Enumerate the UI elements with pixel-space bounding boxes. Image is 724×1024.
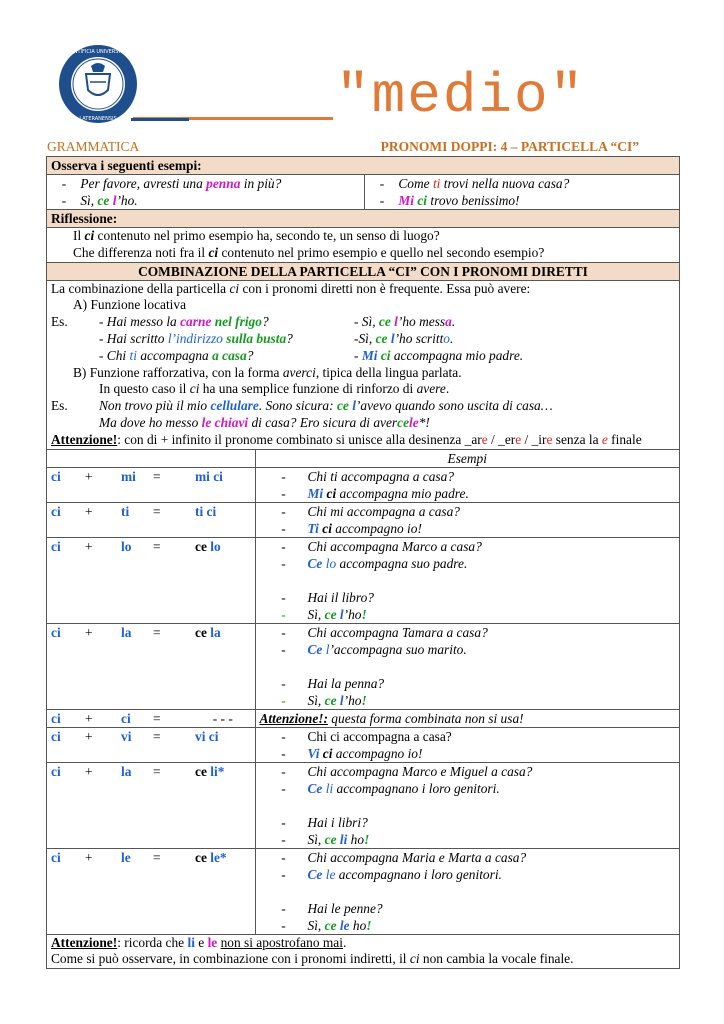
combination-title: COMBINAZIONE DELLA PARTICELLA “CI” CON I PRONOMI DIRETTI (47, 263, 679, 281)
table-row: ci + ci = - - - Attenzione!: questa forma combinata non si usa! (47, 709, 679, 727)
observe-examples (47, 175, 679, 210)
worksheet (46, 156, 680, 969)
reflection-questions: Il ci contenuto nel primo esempio ha, secondo te, un senso di luogo? Che differenza noti fra il ci contenuto nel primo esempio e quello nel secondo esempio? (47, 228, 679, 263)
brand-underline-accent (131, 118, 189, 121)
table-row: ci + la = ce li* - Chi accompagna Marco e Miguel a casa? - Ce li accompagnano i loro genitori. - Hai i libri? - Sì, ce li ho! (47, 762, 679, 848)
svg-text:PONTIFICIA UNIVERSITAS: PONTIFICIA UNIVERSITAS (66, 49, 130, 55)
esempi-header: Esempi (255, 450, 679, 468)
observe-title: Osserva i seguenti esempi: (47, 157, 679, 175)
footer-attention-label: Attenzione! (51, 934, 118, 950)
table-row: ci + vi = vi ci - Chi ci accompagna a casa? - Vi ci accompagno io! (47, 727, 679, 762)
university-seal-logo (58, 44, 138, 124)
table-row: ci + le = ce le* - Chi accompagna Maria e Marta a casa? - Ce le accompagnano i loro genitori. - Hai le penne? - Sì, ce le ho! (47, 848, 679, 934)
table-row: ci + la = ce la - Chi accompagna Tamara a casa? - Ce l’accompagna suo marito. - Hai la penna? - Sì, ce l’ho! (47, 623, 679, 709)
combination-table (47, 450, 679, 935)
combination-body: La combinazione della particella ci con i pronomi diretti non è frequente. Essa può avere: A) Funzione locativa Es. - Hai messo la carne nel frigo? - Sì, ce l’ho messa. - Hai scritto l’indirizzo sulla busta? -Sì, ce l’ho scritto. - Chi ti accompagna a casa? - Mi ci accompagna mio padre. B) Funzione rafforzativa, con la forma averci, tipica della lingua parlata. In questo caso il ci ha una semplice funzione di rinforzo di avere. Es. Non trovo più il mio cellulare. Sono sicura: ce l’avevo quando sono uscita di casa… Ma dove ho messo le chiavi di casa? Ero sicura di avercele*! Attenzione!: con di + infinito il pronome combinato si unisce alla desinenza _are / _ere / _ire senza la e finale (47, 281, 679, 450)
brand-word: "medio" (336, 64, 586, 128)
footer-notes: Attenzione!: ricorda che li e le non si apostrofano mai. Come si può osservare, in combinazione con i pronomi indiretti, il ci non cambia la vocale finale. (47, 935, 679, 969)
section-label: GRAMMATICA (47, 139, 140, 154)
observe-right: - Come ti trovi nella nuova casa? - Mi ci trovo benissimo! (379, 176, 570, 208)
function-a: A) Funzione locativa (73, 297, 187, 313)
reflection-title: Riflessione: (47, 210, 679, 228)
table-row: ci + lo = ce lo - Chi accompagna Marco a casa? - Ce lo accompagna suo padre. - Hai il libro? - Sì, ce l’ho! (47, 537, 679, 623)
observe-left: - Per favore, avresti una penna in più? - Sì, ce l’ho. (47, 175, 365, 209)
table-row: ci + mi = mi ci - Chi ti accompagna a casa? - Mi ci accompagna mio padre. (47, 467, 679, 502)
footer-final: Come si può osservare, in combinazione con i pronomi indiretti, il ci non cambia la vocale finale. (51, 951, 574, 967)
svg-text:LATERANENSIS: LATERANENSIS (79, 116, 117, 122)
table-row: ci + ti = ti ci - Chi mi accompagna a casa? - Ti ci accompagno io! (47, 502, 679, 537)
es-label: Es. (51, 314, 68, 330)
attention-label: Attenzione! (51, 431, 118, 447)
page-title: PRONOMI DOPPI: 4 – PARTICELLA “CI” (380, 139, 639, 154)
